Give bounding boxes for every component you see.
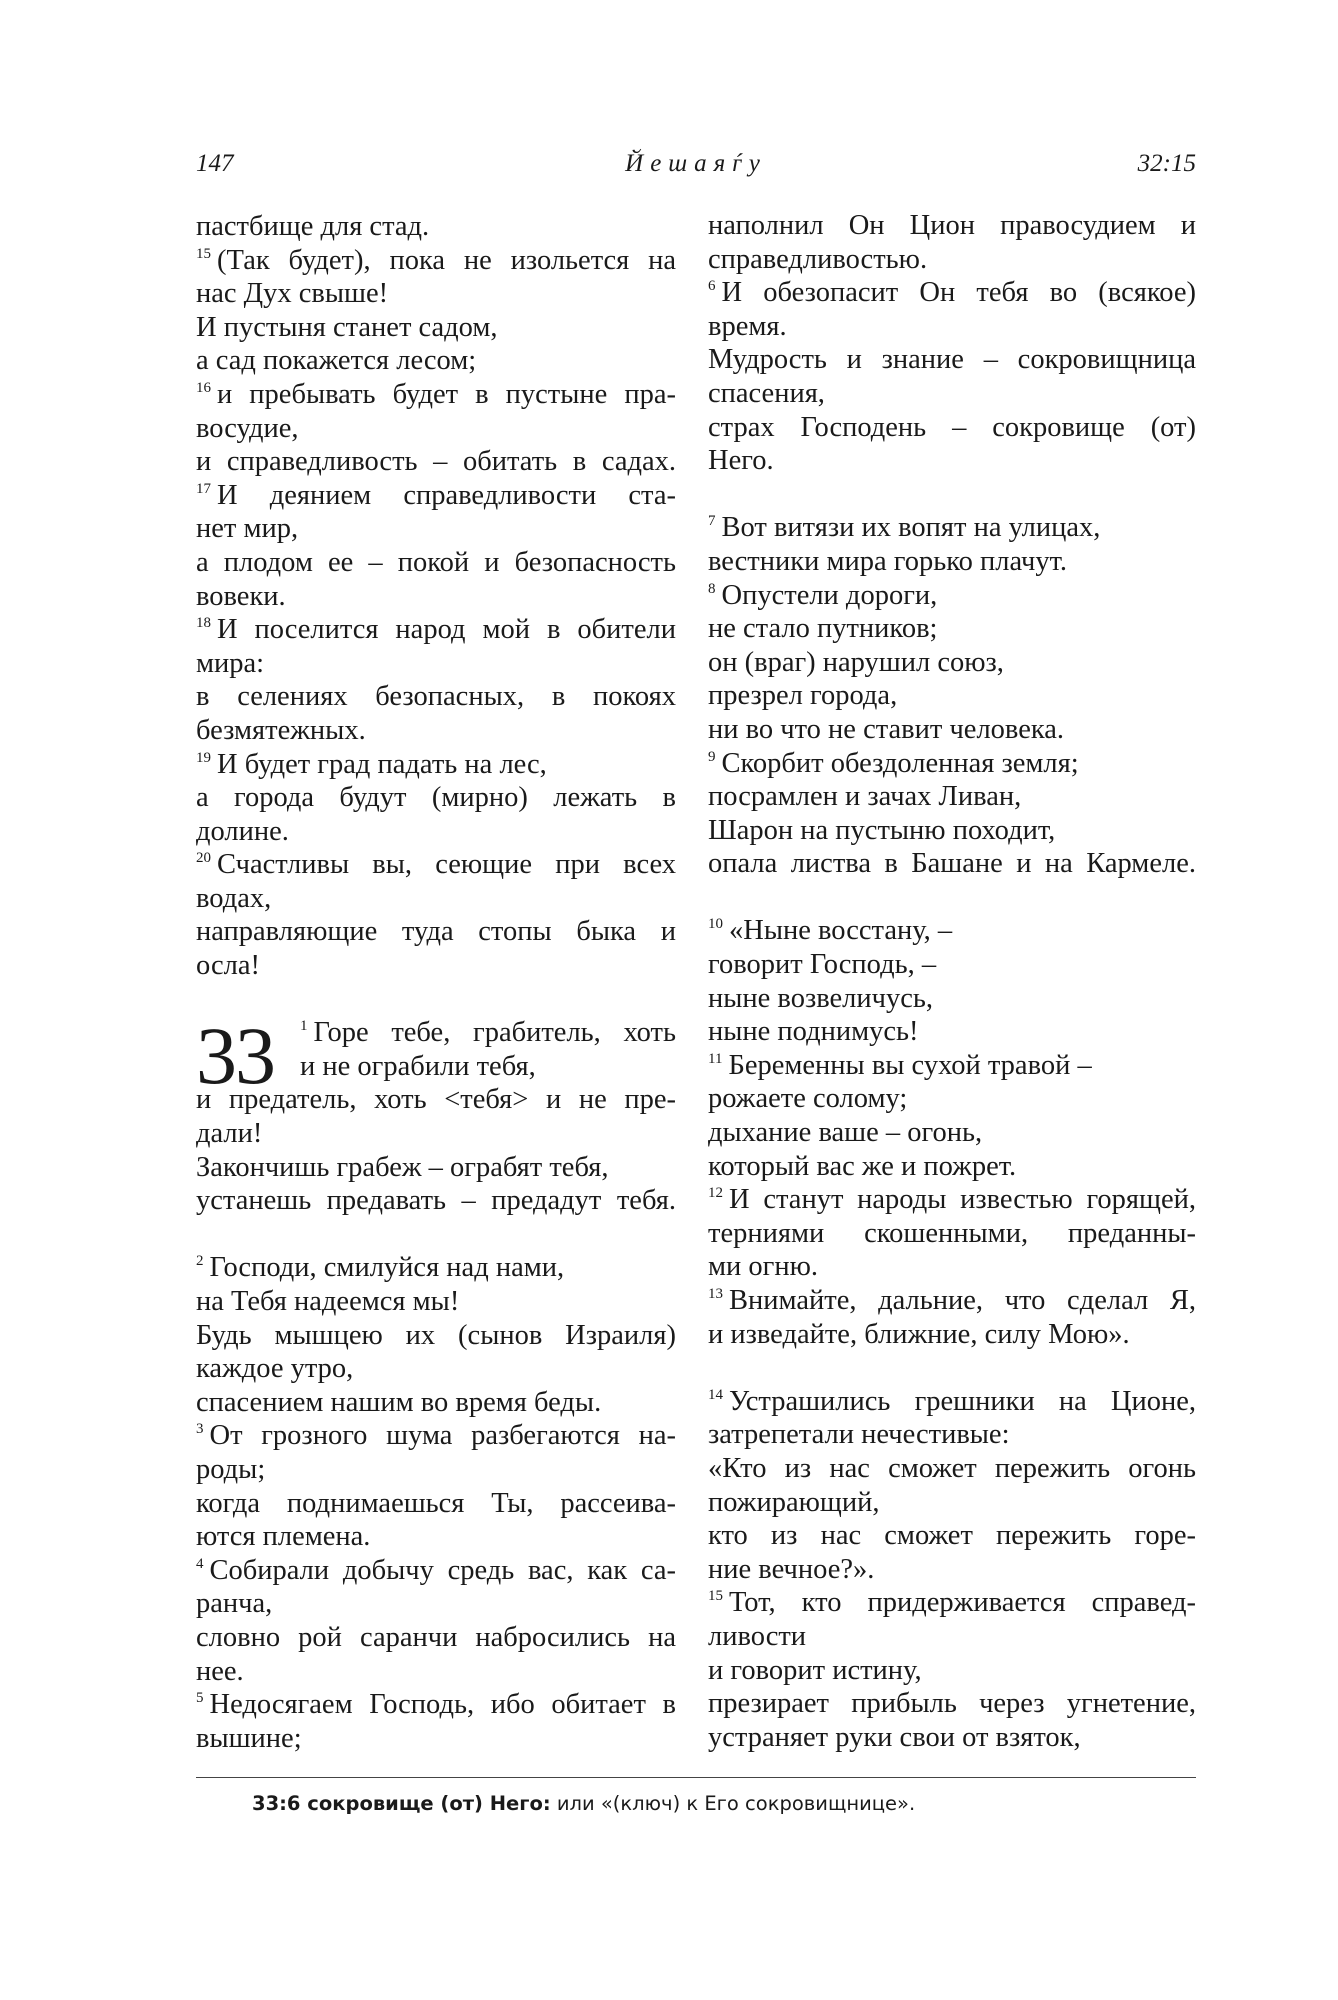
line-text: дыхание ваше – огонь,	[708, 1117, 983, 1149]
text-line	[708, 1385, 1196, 1419]
text-line	[196, 1117, 676, 1151]
text-line	[196, 613, 676, 647]
line-text: ныне возвеличусь,	[708, 982, 933, 1014]
text-line	[196, 580, 676, 614]
text-line	[708, 1654, 1196, 1688]
line-text: ются племена.	[196, 1521, 371, 1553]
line-text: время.	[708, 310, 787, 342]
text-line	[196, 1419, 676, 1453]
line-text: Опустели дороги,	[721, 579, 938, 611]
verse-number: 15	[196, 245, 211, 262]
verse-number: 4	[196, 1555, 204, 1572]
line-text: пастбище для стад.	[196, 211, 430, 242]
text-line	[708, 1116, 1196, 1150]
line-text: вестники мира горько плачут.	[708, 545, 1068, 577]
stanza-break	[708, 881, 1196, 915]
line-text: И станут народы известью горящей,	[729, 1184, 1196, 1216]
text-line	[708, 1586, 1196, 1620]
right-column	[708, 209, 1196, 1754]
line-text: а сад покажется лесом;	[196, 345, 477, 377]
line-text: страх Господень – сокровище (от)	[708, 411, 1196, 443]
text-line	[708, 243, 1196, 277]
text-line	[196, 1487, 676, 1521]
text-line	[196, 1151, 676, 1185]
line-text: Тот, кто придерживается справед-	[729, 1587, 1196, 1619]
line-text: спасения,	[708, 377, 825, 409]
text-line	[708, 209, 1196, 243]
text-line	[196, 1319, 676, 1353]
left-column-after-chapter	[196, 1083, 676, 1755]
line-text: рожаете солому;	[708, 1083, 908, 1115]
line-text: а плодом ее – покой и безопасность	[196, 546, 676, 578]
line-text: говорит Господь, –	[708, 949, 937, 981]
line-text: Шарон на пустыню походит,	[708, 814, 1056, 846]
stanza-break	[708, 478, 1196, 512]
line-text: От грозного шума разбегаются на-	[209, 1420, 676, 1452]
line-text: и предатель, хоть <тебя> и не пре-	[196, 1084, 676, 1116]
line-text: опала листва в Башане и на Кармеле.	[708, 848, 1196, 880]
verse-number: 9	[708, 748, 716, 765]
text-line	[708, 1015, 1196, 1049]
line-text: роды;	[196, 1453, 266, 1485]
line-text: мира:	[196, 647, 265, 679]
line-text: нет мир,	[196, 513, 299, 545]
footnote-divider	[196, 1777, 1196, 1778]
line-text: терниями скошенными, преданны-	[708, 1217, 1196, 1249]
text-line	[708, 1721, 1196, 1755]
text-line	[196, 1251, 676, 1285]
page-number: 147	[196, 150, 234, 177]
text-line	[708, 982, 1196, 1016]
line-text: направляющие туда стопы быка и	[196, 916, 676, 948]
line-text: И будет град падать на лес,	[217, 748, 547, 780]
line-text: восудие,	[196, 412, 299, 444]
verse-number: 18	[196, 615, 211, 632]
line-text: нее.	[196, 1655, 244, 1687]
text-line	[708, 1318, 1196, 1352]
line-text: и справедливость – обитать в садах.	[196, 446, 676, 478]
line-text: вышине;	[196, 1722, 302, 1754]
stanza-break	[196, 1218, 676, 1252]
text-line	[708, 1620, 1196, 1654]
text-line	[708, 511, 1196, 545]
text-line	[196, 277, 676, 311]
verse-number: 14	[708, 1386, 723, 1403]
text-line	[196, 412, 676, 446]
text-line	[196, 210, 676, 244]
line-text: ни во что не ставит человека.	[708, 713, 1065, 745]
line-text: И деянием справедливости ста-	[217, 479, 676, 511]
text-line	[708, 1519, 1196, 1553]
line-text: и изведайте, ближние, силу Мою».	[708, 1318, 1130, 1350]
text-line	[196, 1352, 676, 1386]
line-text: словно рой саранчи набросились на	[196, 1621, 676, 1653]
footnote-text: или «(ключ) к Его сокровищнице».	[550, 1792, 916, 1815]
line-text: в селениях безопасных, в покоях	[196, 681, 676, 713]
line-text: И пустыня станет садом,	[196, 311, 498, 343]
text-line	[708, 780, 1196, 814]
line-text: Недосягаем Господь, ибо обитает в	[209, 1689, 676, 1721]
line-text: Устрашились грешники на Ционе,	[729, 1385, 1196, 1417]
line-text: Него.	[708, 445, 774, 477]
text-line	[708, 814, 1196, 848]
line-text: Закончишь грабеж – ограбят тебя,	[196, 1151, 609, 1183]
line-text: Вот витязи их вопят на улицах,	[721, 512, 1101, 544]
text-line	[196, 781, 676, 815]
text-line	[300, 1050, 676, 1084]
line-text: И поселится народ мой в обители	[217, 614, 676, 646]
text-line	[708, 1486, 1196, 1520]
text-line	[196, 1621, 676, 1655]
text-line	[708, 948, 1196, 982]
book-title: Йешаяѓу	[625, 150, 767, 177]
text-line	[708, 1049, 1196, 1083]
text-line	[708, 1150, 1196, 1184]
verse-number: 2	[196, 1253, 204, 1270]
line-text: ливости	[708, 1620, 807, 1652]
text-line	[196, 1722, 676, 1756]
line-text: и пребывать будет в пустыне пра-	[217, 378, 676, 410]
line-text: Собирали добычу средь вас, как са-	[209, 1554, 676, 1586]
line-text: каждое утро,	[196, 1353, 354, 1385]
line-text: Мудрость и знание – сокровищница	[708, 344, 1196, 376]
text-line	[196, 848, 676, 882]
text-line	[708, 310, 1196, 344]
text-line	[708, 679, 1196, 713]
line-text: ми огню.	[708, 1251, 819, 1283]
line-text: И обезопасит Он тебя во (всякое)	[721, 277, 1196, 309]
stanza-break	[708, 1351, 1196, 1385]
line-text: наполнил Он Цион правосудием и	[708, 210, 1196, 241]
text-line	[708, 847, 1196, 881]
verse-number: 13	[708, 1286, 723, 1302]
text-line	[196, 815, 676, 849]
text-line	[196, 344, 676, 378]
text-line	[708, 646, 1196, 680]
line-text: «Ныне восстану, –	[729, 915, 953, 947]
line-text: ранча,	[196, 1588, 273, 1620]
text-line	[196, 1386, 676, 1420]
verse-number: 15	[708, 1588, 723, 1605]
left-column-before-chapter	[196, 210, 676, 983]
line-text: Горе тебе, грабитель, хоть	[313, 1017, 676, 1049]
verse-number: 16	[196, 379, 211, 396]
verse-number: 11	[708, 1050, 723, 1067]
line-text: пожирающий,	[708, 1486, 880, 1518]
text-line	[196, 714, 676, 748]
text-line	[196, 1453, 676, 1487]
text-line	[708, 1687, 1196, 1721]
text-line	[708, 377, 1196, 411]
text-line	[708, 411, 1196, 445]
verse-number: 5	[196, 1690, 204, 1707]
line-text: когда поднимаешься Ты, рассеива-	[196, 1487, 676, 1519]
text-line	[708, 1183, 1196, 1217]
line-text: вовеки.	[196, 580, 286, 612]
line-text: презирает прибыль через угнетение,	[708, 1688, 1196, 1720]
text-line	[196, 1587, 676, 1621]
text-line	[196, 915, 676, 949]
footnote-term: 33:6 сокровище (от) Него:	[252, 1792, 551, 1815]
line-text: Господи, смилуйся над нами,	[209, 1252, 565, 1284]
verse-number: 10	[708, 916, 723, 933]
line-text: не стало путников;	[708, 613, 938, 645]
line-text: «Кто из нас сможет пережить огонь	[708, 1452, 1196, 1484]
verse-number: 20	[196, 850, 211, 867]
line-text: безмятежных.	[196, 714, 366, 746]
text-line	[708, 343, 1196, 377]
line-text: дали!	[196, 1118, 263, 1150]
line-text: презрел города,	[708, 680, 898, 712]
line-text: и говорит истину,	[708, 1654, 922, 1686]
line-text: водах,	[196, 882, 272, 914]
text-line	[196, 378, 676, 412]
text-line	[196, 680, 676, 714]
text-line	[708, 914, 1196, 948]
line-text: устраняет руки свои от взяток,	[708, 1721, 1081, 1753]
text-line	[708, 545, 1196, 579]
text-line	[196, 512, 676, 546]
text-line	[196, 1184, 676, 1218]
line-text: на Тебя надеемся мы!	[196, 1286, 460, 1317]
line-text: который вас же и пожрет.	[708, 1150, 1017, 1182]
verse-number: 6	[708, 278, 716, 295]
line-text: устанешь предавать – предадут тебя.	[196, 1185, 676, 1217]
verse-number: 1	[300, 1018, 308, 1035]
line-text: ныне поднимусь!	[708, 1016, 919, 1048]
text-line	[708, 1452, 1196, 1486]
line-text: (Так будет), пока не изольется на	[217, 244, 676, 276]
text-line	[196, 244, 676, 278]
line-text: ние вечное?».	[708, 1553, 875, 1585]
line-text: долине.	[196, 815, 289, 847]
line-text: посрамлен и зачах Ливан,	[708, 781, 1022, 813]
text-line	[708, 1250, 1196, 1284]
text-line	[196, 949, 676, 983]
text-line	[708, 1553, 1196, 1587]
right-column-lines	[708, 209, 1196, 1754]
line-text: и не ограбили тебя,	[300, 1050, 536, 1082]
text-line	[196, 311, 676, 345]
text-line	[196, 1688, 676, 1722]
text-line	[300, 1016, 676, 1050]
line-text: Беременны вы сухой травой –	[728, 1049, 1092, 1081]
text-line	[708, 1284, 1196, 1318]
verse-number: 19	[196, 749, 211, 766]
text-line	[708, 1418, 1196, 1452]
text-line	[196, 748, 676, 782]
text-line	[196, 1520, 676, 1554]
text-line	[196, 479, 676, 513]
text-line	[196, 445, 676, 479]
chapter-number: 33	[196, 1010, 274, 1102]
text-line	[708, 579, 1196, 613]
line-text: он (враг) нарушил союз,	[708, 646, 1004, 678]
line-text: Счастливы вы, сеющие при всех	[217, 849, 676, 881]
verse-number: 12	[708, 1185, 723, 1202]
chapter-reference: 32:15	[1137, 150, 1196, 177]
text-line	[708, 747, 1196, 781]
line-text: осла!	[196, 950, 260, 982]
text-line	[708, 1217, 1196, 1251]
verse-number: 8	[708, 580, 716, 597]
footnote	[252, 1792, 915, 1815]
verse-number: 7	[708, 513, 716, 530]
text-line	[196, 882, 676, 916]
text-line	[196, 546, 676, 580]
running-header	[196, 150, 1196, 186]
verse-number: 3	[196, 1421, 204, 1438]
line-text: затрепетали нечестивые:	[708, 1419, 1010, 1451]
text-line	[708, 276, 1196, 310]
text-line	[196, 647, 676, 681]
text-line	[196, 1554, 676, 1588]
text-line	[196, 1285, 676, 1319]
text-line	[708, 1082, 1196, 1116]
text-line	[708, 444, 1196, 478]
line-text: кто из нас сможет пережить горе-	[708, 1520, 1196, 1552]
line-text: Будь мышцею их (сынов Израиля)	[196, 1319, 676, 1351]
line-text: спасением нашим во время беды.	[196, 1386, 602, 1418]
verse-number: 17	[196, 480, 211, 497]
text-line	[196, 1655, 676, 1689]
line-text: справедливостью.	[708, 243, 928, 275]
text-line	[708, 612, 1196, 646]
left-column	[196, 210, 676, 1755]
line-text: а города будут (мирно) лежать в	[196, 782, 676, 814]
text-line	[708, 713, 1196, 747]
line-text: Скорбит обездоленная земля;	[721, 747, 1079, 779]
line-text: нас Дух свыше!	[196, 278, 389, 310]
line-text: Внимайте, дальние, что сделал Я,	[729, 1285, 1196, 1316]
